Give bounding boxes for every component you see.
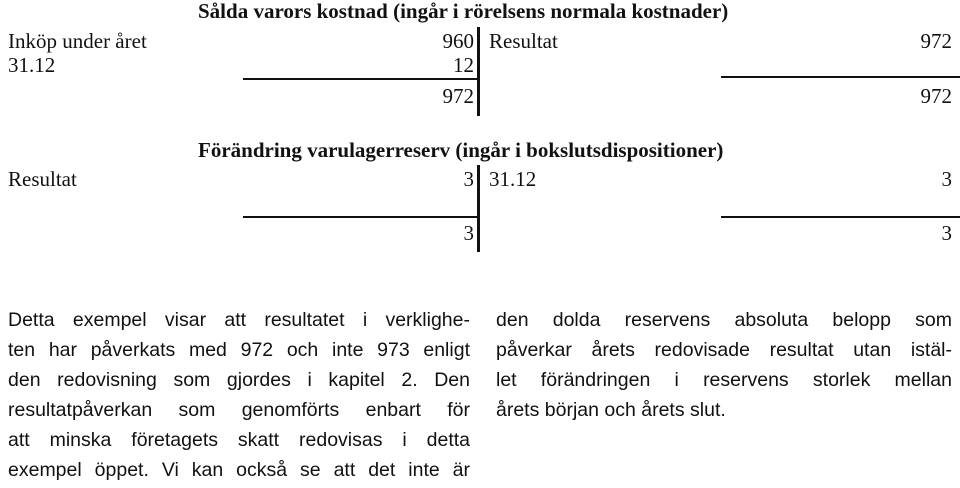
- sum-line: [243, 216, 477, 218]
- account-title: Sålda varors kostnad (ingår i rörelsens normala kostnader): [198, 0, 729, 23]
- account-row-amount: 3: [463, 167, 474, 191]
- account-row-label: Inköp under året: [8, 29, 147, 53]
- text-line: den redovisning som gjordes i kapitel 2. Den: [8, 369, 470, 391]
- account-total: 3: [463, 221, 474, 245]
- text-line: exempel öppet. Vi kan också se att det inte är: [8, 459, 470, 481]
- account-title: Förändring varulagerreserv (ingår i bokslutsdispositioner): [198, 138, 724, 162]
- text-line: ten har påverkats med 972 och inte 973 enligt: [8, 339, 470, 361]
- body-text-right-column: [496, 305, 952, 425]
- account-row-label: Resultat: [489, 29, 558, 53]
- account-row-amount: 3: [941, 167, 952, 191]
- t-account-divider: [477, 27, 480, 116]
- sum-line: [243, 78, 477, 80]
- account-row-label: Resultat: [8, 167, 77, 191]
- text-line: Detta exempel visar att resultatet i verklighe-: [8, 309, 470, 331]
- account-total: 972: [920, 84, 952, 108]
- account-total: 3: [941, 221, 952, 245]
- text-line: årets början och årets slut.: [496, 399, 726, 421]
- account-row-amount: 960: [442, 29, 474, 53]
- account-row-amount: 12: [453, 53, 474, 77]
- t-account-divider: [477, 165, 480, 252]
- body-text-left-column: [8, 305, 470, 485]
- text-line: let förändringen i reservens storlek mellan: [496, 369, 952, 391]
- account-row-amount: 972: [920, 29, 952, 53]
- text-line: att minska företagets skatt redovisas i detta: [8, 429, 470, 451]
- account-row-label: 31.12: [489, 167, 537, 191]
- account-total: 972: [442, 84, 474, 108]
- sum-line: [721, 76, 960, 78]
- sum-line: [721, 216, 960, 218]
- text-line: resultatpåverkan som genomförts enbart för: [8, 399, 470, 421]
- text-line: påverkar årets redovisade resultat utan istäl-: [496, 339, 952, 361]
- account-row-label: 31.12: [8, 53, 56, 77]
- text-line: den dolda reservens absoluta belopp som: [496, 309, 952, 331]
